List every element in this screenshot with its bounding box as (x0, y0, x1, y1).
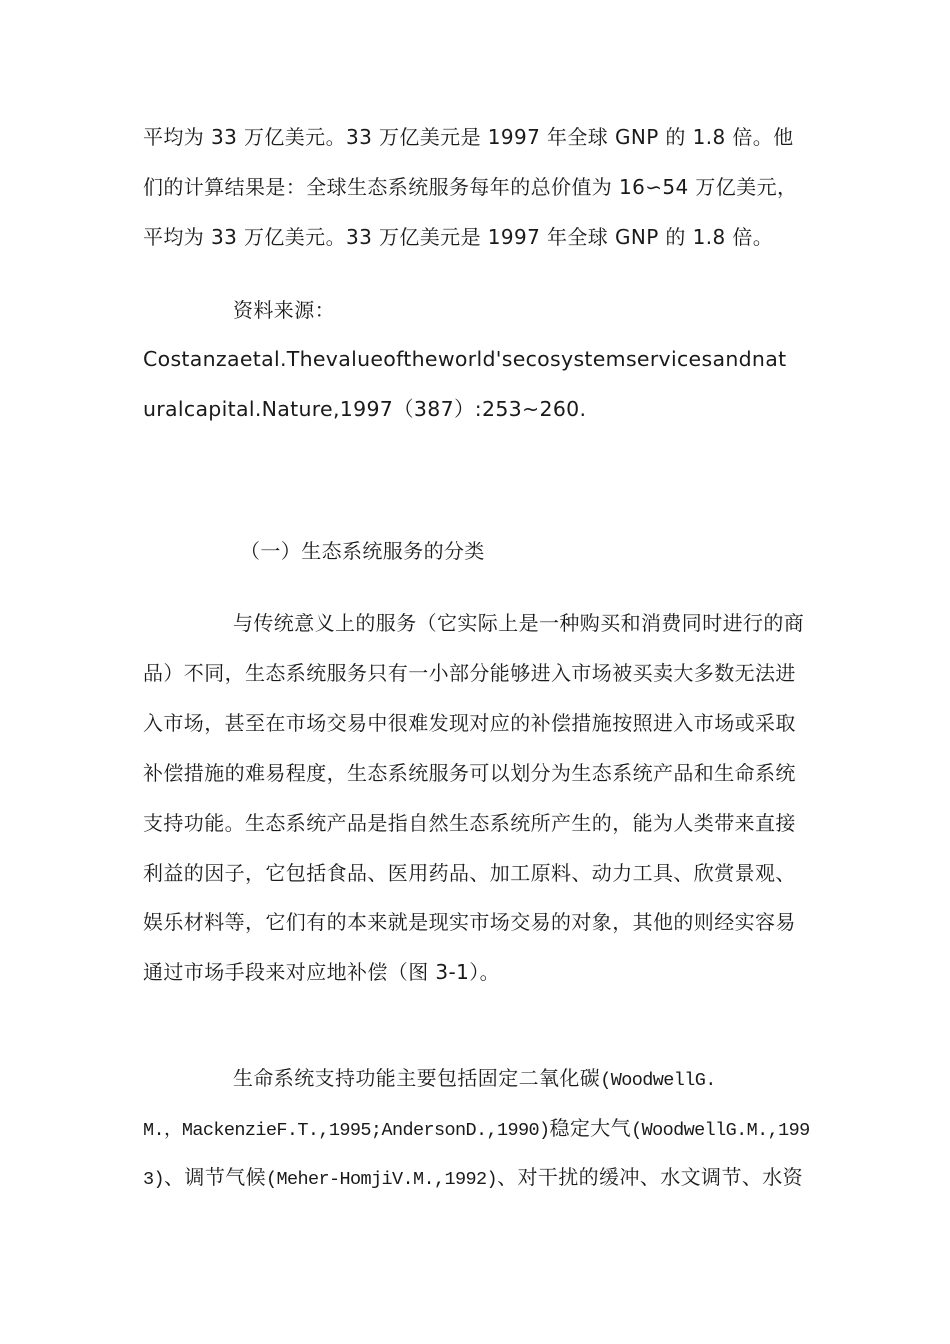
paragraph3-line-2-citation-b: (WoodwellG.M.,199 (631, 1120, 810, 1141)
paragraph2-line-3: 入市场，甚至在市场交易中很难发现对应的补偿措施按照进入市场或采取 (143, 711, 796, 735)
paragraph3-line-1-citation: (WoodwellG. (600, 1070, 716, 1091)
source-label: 资料来源： (233, 298, 335, 322)
paragraph1-line-2: 们的计算结果是：全球生态系统服务每年的总价值为 16∽54 万亿美元， (143, 175, 798, 199)
paragraph2-line-7: 娱乐材料等，它们有的本来就是现实市场交易的对象，其他的则经实容易 (143, 910, 796, 934)
paragraph2-line-2: 品）不同，生态系统服务只有一小部分能够进入市场被买卖大多数无法进 (143, 661, 796, 685)
citation-line-2: uralcapital.Nature,1997（387）:253~260. (143, 397, 587, 421)
paragraph3-line-3-citation-b: (Meher-HomjiV.M.,1992) (266, 1169, 498, 1190)
paragraph3-line-1-text: 生命系统支持功能主要包括固定二氧化碳 (233, 1066, 601, 1090)
paragraph2-line-8: 通过市场手段来对应地补偿（图 3-1）。 (143, 960, 501, 984)
paragraph3-line-3-text-a: 、调节气候 (164, 1165, 267, 1189)
paragraph3-line-1 (233, 1065, 716, 1094)
paragraph2-line-5: 支持功能。生态系统产品是指自然生态系统所产生的，能为人类带来直接 (143, 811, 796, 835)
paragraph3-line-2-citation-a: M.，MackenzieF.T.,1995;AndersonD.,1990) (143, 1120, 550, 1141)
paragraph2-line-1: 与传统意义上的服务（它实际上是一种购买和消费同时进行的商 (233, 611, 805, 635)
paragraph2-line-6: 利益的因子，它包括食品、医用药品、加工原料、动力工具、欣赏景观、 (143, 861, 796, 885)
paragraph3-line-3-citation-a: 3) (143, 1169, 165, 1190)
paragraph1-line-1: 平均为 33 万亿美元。33 万亿美元是 1997 年全球 GNP 的 1.8 倍。他 (143, 125, 794, 149)
paragraph1-line-3: 平均为 33 万亿美元。33 万亿美元是 1997 年全球 GNP 的 1.8 倍。 (143, 225, 774, 249)
paragraph2-line-4: 补偿措施的难易程度，生态系统服务可以划分为生态系统产品和生命系统 (143, 761, 796, 785)
citation-line-1: Costanzaetal.Thevalueoftheworld'secosystemservicesandnat (143, 347, 787, 371)
paragraph3-line-2-text: 稳定大气 (549, 1116, 632, 1140)
paragraph3-line-2 (143, 1115, 810, 1144)
paragraph3-line-3-text-b: 、对干扰的缓冲、水文调节、水资 (497, 1165, 804, 1189)
section-heading: （一）生态系统服务的分类 (240, 539, 485, 563)
paragraph3-line-3 (143, 1164, 803, 1193)
